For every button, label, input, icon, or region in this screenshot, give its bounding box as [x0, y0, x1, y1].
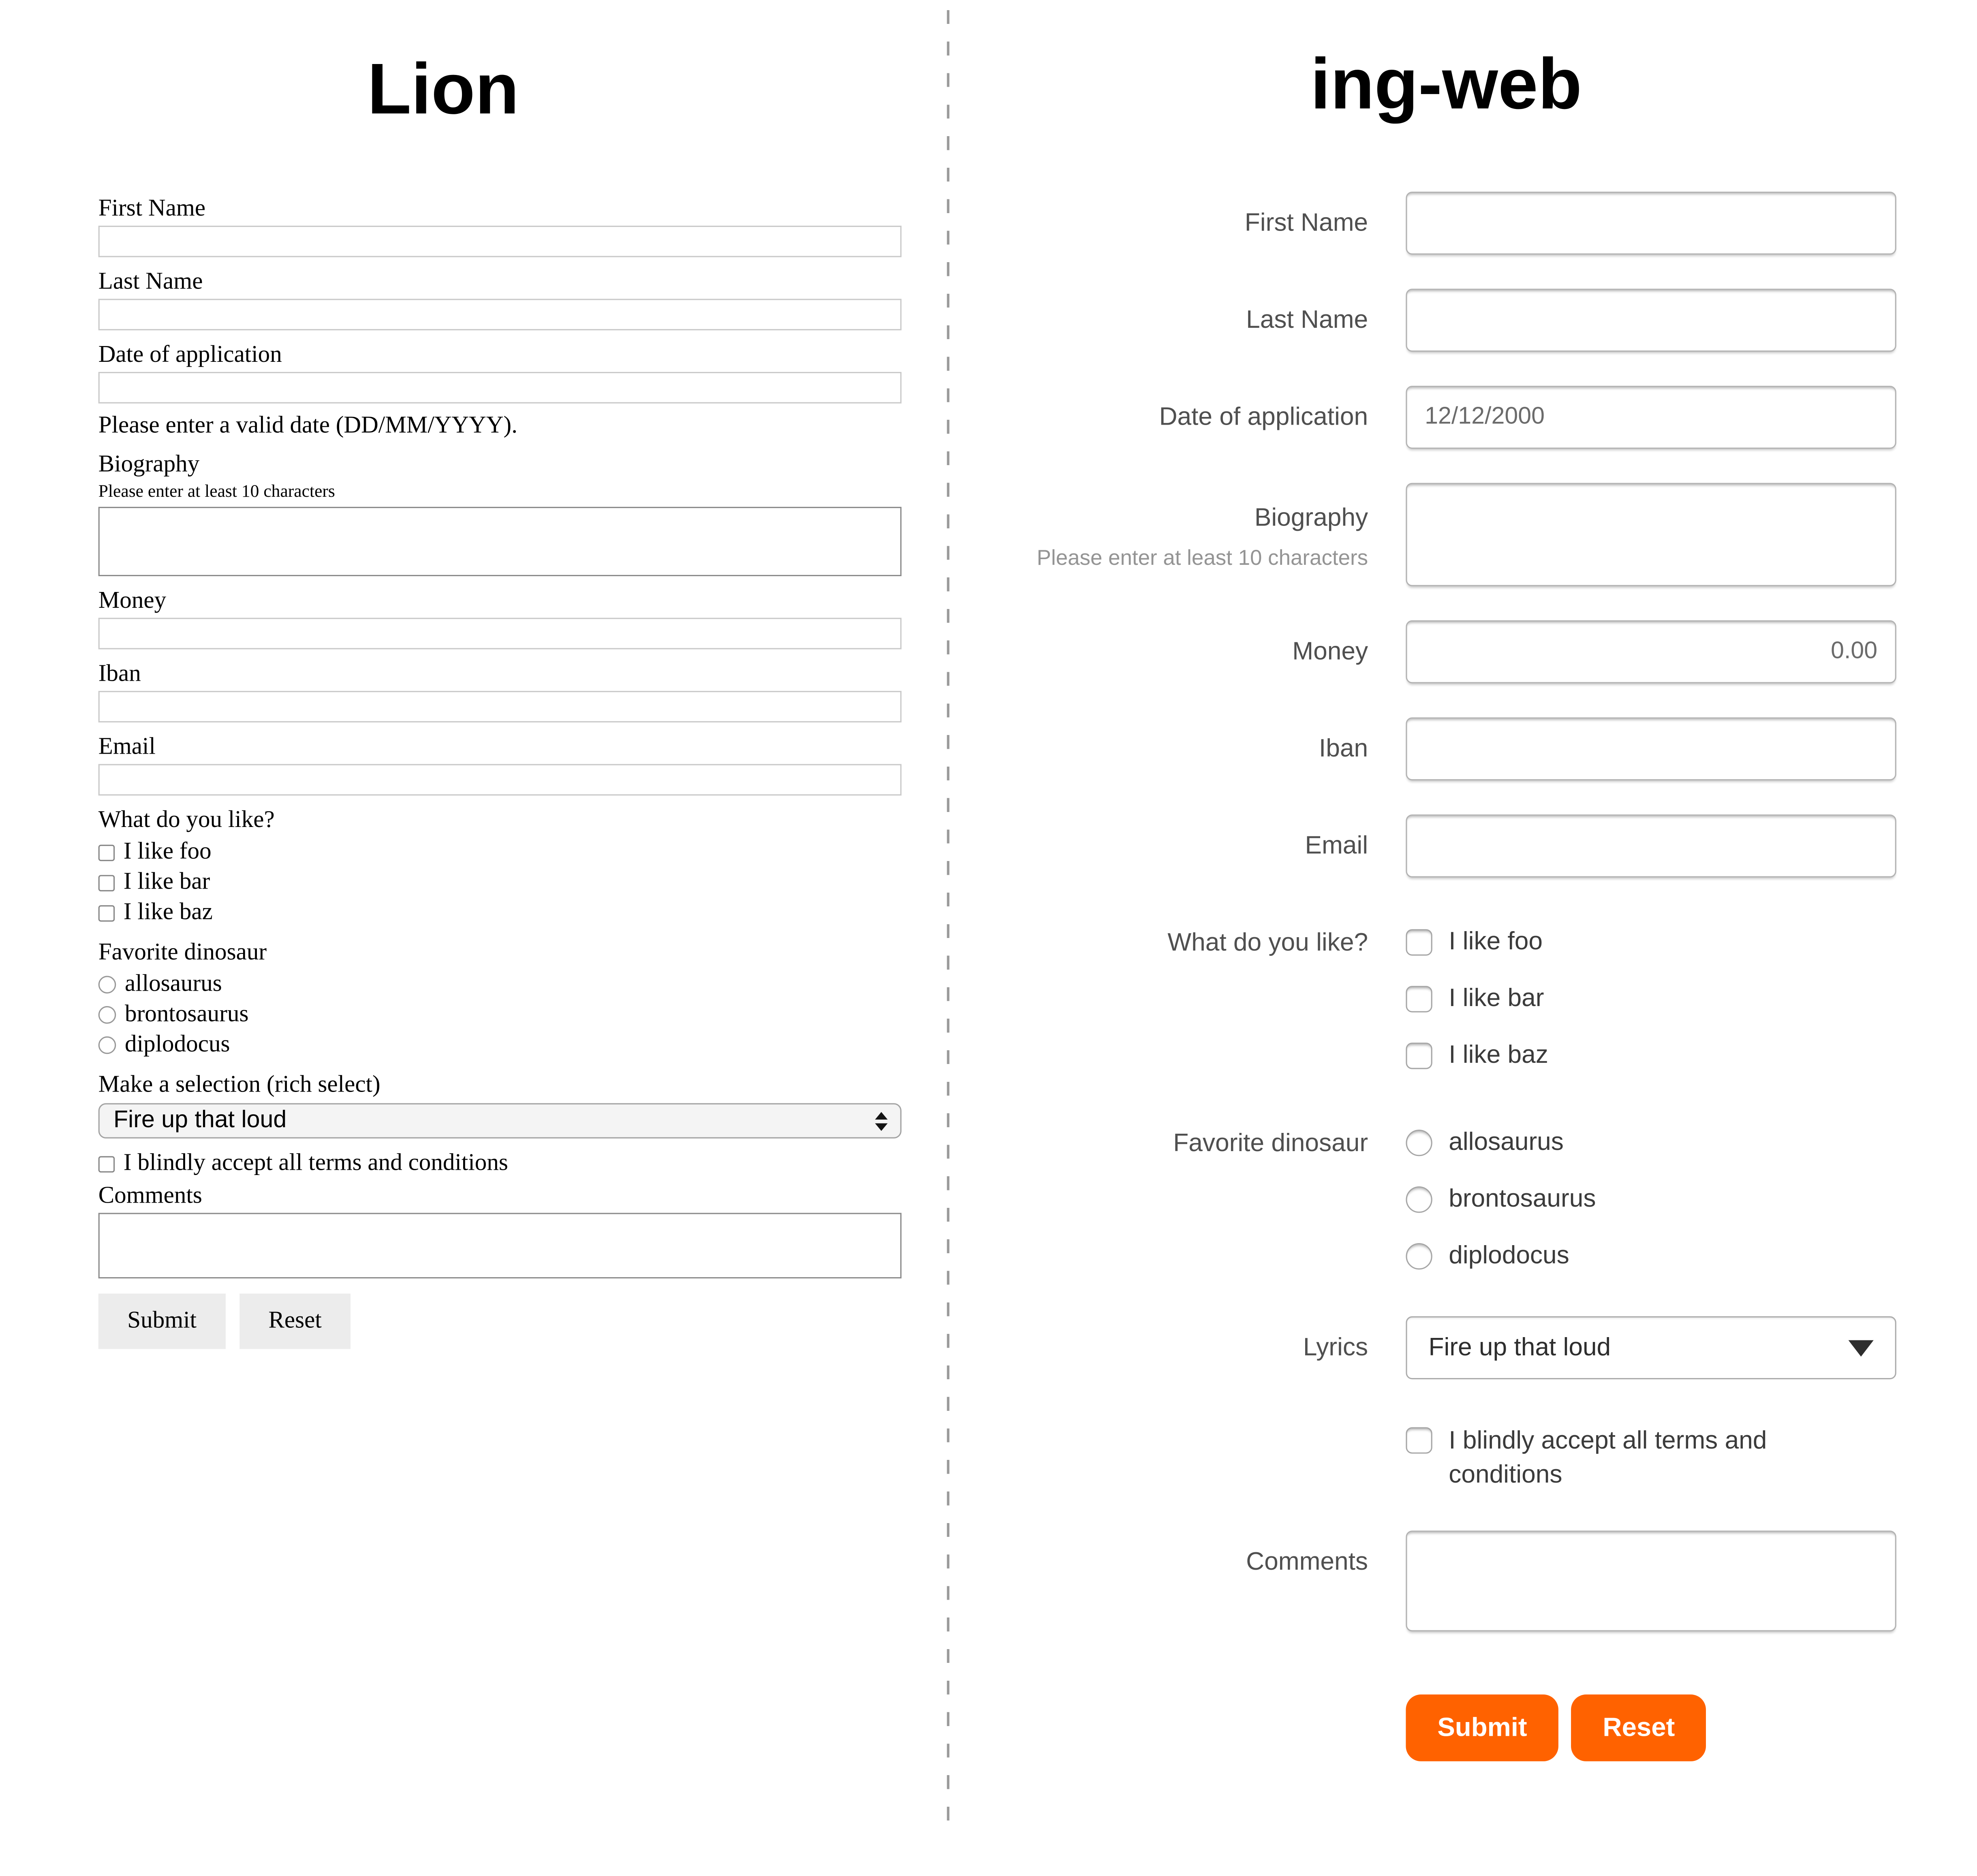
checkbox-option-label: I like foo — [1449, 928, 1543, 956]
ingweb-button-row — [1406, 1694, 1896, 1761]
last-name-label: Last Name — [98, 268, 203, 295]
likes-group-label: What do you like? — [1167, 929, 1368, 957]
lyrics-label: Lyrics — [1303, 1334, 1368, 1362]
checkbox-option-foo[interactable] — [1406, 928, 1896, 957]
checkbox-icon[interactable] — [98, 1156, 115, 1172]
radio-option-allosaurus[interactable] — [98, 970, 902, 1000]
last-name-input[interactable] — [98, 299, 902, 330]
reset-button[interactable]: Reset — [1571, 1694, 1707, 1761]
comments-label: Comments — [1246, 1548, 1368, 1576]
radio-icon[interactable] — [1406, 1130, 1432, 1156]
email-label: Email — [1305, 832, 1368, 860]
terms-checkbox-row[interactable] — [1406, 1425, 1896, 1493]
radio-option-diplodocus[interactable] — [1406, 1242, 1896, 1271]
biography-helper-text: Please enter at least 10 characters — [98, 483, 335, 502]
ingweb-likes-group — [996, 928, 1896, 1070]
radio-option-label: allosaurus — [1449, 1128, 1564, 1156]
radio-icon[interactable] — [98, 1006, 116, 1024]
checkbox-option-bar[interactable] — [98, 867, 902, 898]
radio-option-label: diplodocus — [125, 1031, 230, 1058]
iban-label: Iban — [1319, 735, 1368, 763]
checkbox-icon[interactable] — [98, 905, 115, 921]
first-name-input[interactable] — [98, 226, 902, 257]
ingweb-panel-title: ing-web — [1310, 44, 1582, 125]
dinosaur-group-label: Favorite dinosaur — [1173, 1129, 1368, 1158]
rich-select[interactable] — [98, 1103, 902, 1139]
iban-label: Iban — [98, 660, 141, 687]
radio-option-diplodocus[interactable] — [98, 1030, 902, 1060]
last-name-input[interactable] — [1406, 289, 1896, 352]
ingweb-dinosaur-group — [996, 1128, 1896, 1271]
lion-comments-field — [98, 1182, 902, 1279]
checkbox-option-label: I like bar — [1449, 985, 1544, 1013]
terms-label-spacer — [996, 1425, 1368, 1493]
money-input[interactable] — [98, 618, 902, 650]
checkbox-option-label: I like baz — [123, 899, 213, 925]
first-name-label: First Name — [98, 195, 206, 222]
radio-option-label: allosaurus — [125, 970, 222, 998]
iban-input[interactable] — [98, 691, 902, 722]
date-input[interactable] — [1406, 386, 1896, 449]
lyrics-select[interactable] — [1406, 1316, 1896, 1380]
money-input[interactable] — [1406, 620, 1896, 684]
lion-panel-title: Lion — [367, 49, 519, 130]
date-input[interactable] — [98, 372, 902, 404]
ingweb-lyrics-row — [996, 1316, 1896, 1380]
submit-button[interactable]: Submit — [1406, 1694, 1558, 1761]
checkbox-icon[interactable] — [1406, 986, 1432, 1012]
terms-label: I blindly accept all terms and conditions — [123, 1150, 508, 1177]
checkbox-option-foo[interactable] — [98, 837, 902, 867]
radio-icon[interactable] — [98, 1036, 116, 1054]
biography-label-block — [996, 483, 1368, 586]
ingweb-date-row — [996, 386, 1896, 449]
checkbox-option-baz[interactable] — [98, 897, 902, 928]
checkbox-icon[interactable] — [98, 874, 115, 891]
first-name-label: First Name — [1244, 209, 1368, 237]
money-label: Money — [98, 588, 167, 614]
select-spinner-icon — [875, 1111, 887, 1130]
date-helper-text: Please enter a valid date (DD/MM/YYYY). — [98, 412, 518, 439]
radio-icon[interactable] — [98, 976, 116, 994]
radio-option-brontosaurus[interactable] — [1406, 1185, 1896, 1214]
dashed-divider — [947, 10, 949, 1834]
ingweb-iban-row — [996, 718, 1896, 781]
ingweb-last-name-row — [996, 289, 1896, 352]
radio-icon[interactable] — [1406, 1243, 1432, 1269]
radio-option-label: brontosaurus — [125, 1001, 249, 1028]
date-label: Date of application — [98, 342, 282, 368]
checkbox-option-label: I like bar — [123, 868, 210, 895]
lyrics-select-value: Fire up that loud — [1428, 1333, 1611, 1361]
ingweb-comments-row — [996, 1530, 1896, 1631]
biography-label: Biography — [1254, 504, 1368, 532]
checkbox-icon[interactable] — [1406, 1427, 1432, 1453]
reset-button[interactable]: Reset — [239, 1294, 351, 1349]
first-name-input[interactable] — [1406, 192, 1896, 255]
biography-textarea[interactable] — [98, 507, 902, 576]
lion-email-field — [98, 733, 902, 796]
biography-textarea[interactable] — [1406, 483, 1896, 586]
lion-form-panel — [98, 0, 902, 1349]
radio-option-label: diplodocus — [1449, 1241, 1569, 1270]
rich-select-label: Make a selection (rich select) — [98, 1071, 380, 1098]
checkbox-option-bar[interactable] — [1406, 985, 1896, 1014]
biography-helper-text: Please enter at least 10 characters — [1037, 546, 1368, 570]
ingweb-email-row — [996, 814, 1896, 878]
checkbox-option-label: I like baz — [1449, 1041, 1548, 1069]
terms-label: I blindly accept all terms and conditions — [1449, 1427, 1767, 1489]
lion-iban-field — [98, 659, 902, 722]
checkbox-option-label: I like foo — [123, 838, 212, 865]
date-label: Date of application — [1159, 403, 1368, 432]
email-input[interactable] — [1406, 814, 1896, 878]
radio-option-brontosaurus[interactable] — [98, 1000, 902, 1030]
likes-group-label: What do you like? — [98, 807, 275, 833]
comments-label: Comments — [98, 1182, 202, 1209]
ingweb-first-name-row — [996, 192, 1896, 255]
lion-date-field — [98, 340, 902, 440]
email-input[interactable] — [98, 764, 902, 796]
lion-last-name-field — [98, 267, 902, 331]
checkbox-icon[interactable] — [1406, 1043, 1432, 1069]
submit-button[interactable]: Submit — [98, 1294, 226, 1349]
radio-icon[interactable] — [1406, 1186, 1432, 1213]
checkbox-icon[interactable] — [98, 844, 115, 860]
lion-dinosaur-group — [98, 938, 902, 1060]
terms-checkbox-row[interactable] — [98, 1149, 902, 1179]
biography-label: Biography — [98, 451, 200, 478]
ingweb-terms-row — [996, 1425, 1896, 1493]
comments-textarea[interactable] — [98, 1213, 902, 1278]
lion-biography-field — [98, 450, 902, 576]
iban-input[interactable] — [1406, 718, 1896, 781]
dinosaur-group-label: Favorite dinosaur — [98, 939, 267, 966]
radio-option-label: brontosaurus — [1449, 1185, 1596, 1213]
lion-money-field — [98, 586, 902, 650]
lion-likes-group — [98, 806, 902, 928]
radio-option-allosaurus[interactable] — [1406, 1128, 1896, 1158]
lion-button-row — [98, 1294, 902, 1349]
ingweb-biography-row — [996, 483, 1896, 586]
email-label: Email — [98, 733, 156, 761]
rich-select-value: Fire up that loud — [113, 1107, 287, 1134]
money-label: Money — [1292, 638, 1368, 666]
comments-textarea[interactable] — [1406, 1530, 1896, 1631]
chevron-down-icon — [1849, 1340, 1874, 1356]
checkbox-icon[interactable] — [1406, 929, 1432, 955]
lion-first-name-field — [98, 194, 902, 257]
ingweb-money-row — [996, 620, 1896, 684]
checkbox-option-baz[interactable] — [1406, 1041, 1896, 1070]
lion-rich-select-field — [98, 1070, 902, 1139]
last-name-label: Last Name — [1246, 306, 1368, 334]
ingweb-form-panel — [996, 0, 1896, 1761]
